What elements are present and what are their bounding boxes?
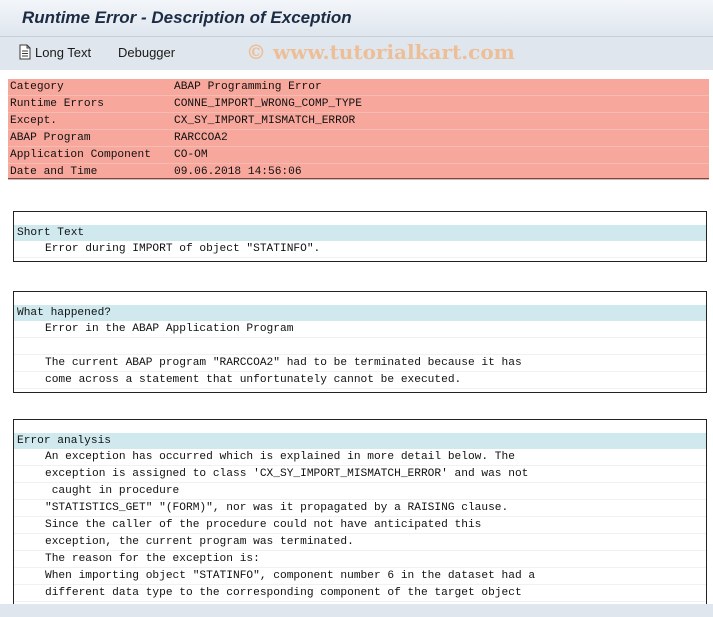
header-label: ABAP Program (10, 132, 91, 144)
header-label: Category (10, 81, 64, 93)
error-content-area (0, 70, 713, 610)
header-row (8, 79, 709, 96)
header-label: Runtime Errors (10, 98, 104, 110)
error-analysis-line: When importing object "STATINFO", component number 6 in the dataset had a (14, 568, 706, 585)
error-analysis-line: The reason for the exception is: (14, 551, 706, 568)
header-value: CO-OM (174, 149, 208, 161)
what-happened-line: The current ABAP program "RARCCOA2" had to be terminated because it has (14, 355, 706, 372)
header-value: ABAP Programming Error (174, 81, 322, 93)
window-title: Runtime Error - Description of Exception (22, 8, 352, 27)
long-text-button[interactable] (18, 43, 91, 61)
error-analysis-line: "STATISTICS_GET" "(FORM)", nor was it propagated by a RAISING clause. (14, 500, 706, 517)
document-icon (18, 44, 32, 60)
short-text-heading: Short Text (14, 225, 706, 241)
header-label: Application Component (10, 149, 151, 161)
header-row (8, 130, 709, 147)
error-analysis-line: different data type to the corresponding component of the target object (14, 585, 706, 602)
header-value: RARCCOA2 (174, 132, 228, 144)
what-happened-line: Error in the ABAP Application Program (14, 321, 706, 338)
header-row (8, 147, 709, 164)
header-label: Except. (10, 115, 57, 127)
debugger-label: Debugger (118, 44, 176, 60)
short-text-line: Error during IMPORT of object "STATINFO". (14, 241, 706, 258)
what-happened-section (13, 291, 707, 393)
long-text-label: Long Text (35, 44, 92, 60)
error-analysis-line: Since the caller of the procedure could not have anticipated this (14, 517, 706, 534)
what-happened-line (14, 338, 706, 355)
watermark: © www.tutorialkart.com (246, 40, 515, 64)
header-value: CONNE_IMPORT_WRONG_COMP_TYPE (174, 98, 362, 110)
header-value: 09.06.2018 14:56:06 (174, 166, 302, 178)
error-analysis-line: An exception has occurred which is explained in more detail below. The (14, 449, 706, 466)
error-analysis-section (13, 419, 707, 610)
what-happened-heading: What happened? (14, 305, 706, 321)
error-header-table (8, 79, 709, 180)
header-row (8, 113, 709, 130)
error-analysis-line: exception, the current program was terminated. (14, 534, 706, 551)
debugger-button[interactable] (118, 43, 175, 61)
header-value: CX_SY_IMPORT_MISMATCH_ERROR (174, 115, 356, 127)
status-strip (0, 604, 713, 617)
what-happened-line: come across a statement that unfortunately cannot be executed. (14, 372, 706, 389)
header-row (8, 96, 709, 113)
error-analysis-line: exception is assigned to class 'CX_SY_IMPORT_MISMATCH_ERROR' and was not (14, 466, 706, 483)
short-text-section (13, 211, 707, 262)
error-analysis-line: caught in procedure (14, 483, 706, 500)
header-label: Date and Time (10, 166, 98, 178)
header-divider (8, 178, 709, 179)
error-analysis-heading: Error analysis (14, 433, 706, 449)
title-bar (0, 0, 713, 37)
